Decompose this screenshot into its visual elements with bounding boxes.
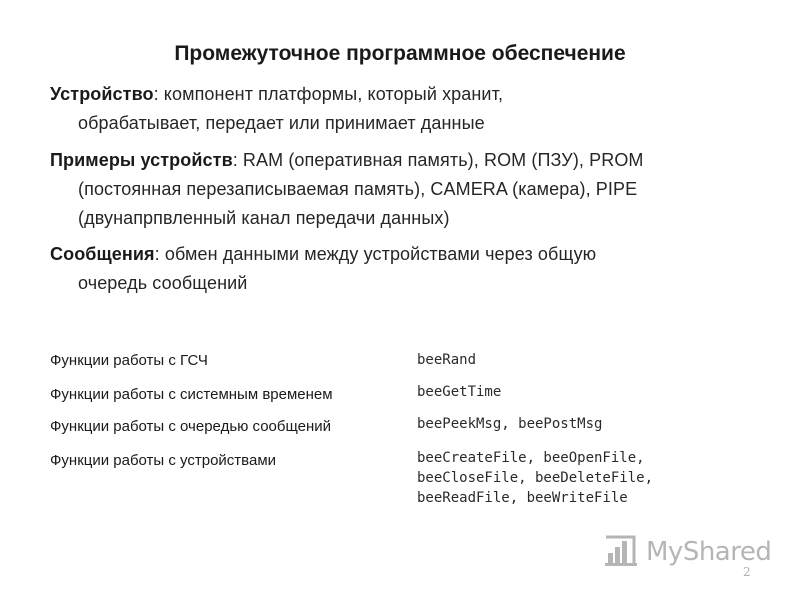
definition-device-line2: обрабатывает, передает или принимает данные [78, 113, 485, 133]
slide-title: Промежуточное программное обеспечение [174, 42, 626, 65]
definition-device [50, 80, 750, 138]
functions-row-label: Функции работы с очередью сообщений [50, 418, 332, 435]
functions-row-value: beePeekMsg, beePostMsg [417, 416, 603, 432]
functions-row-value: beeCreateFile, beeOpenFile, beeCloseFile, beeDeleteFile, beeReadFile, beeWriteFile [417, 450, 654, 506]
functions-row-value: beeGetTime [417, 384, 502, 400]
page-number: 2 [743, 565, 751, 579]
definition-device-examples [50, 146, 750, 233]
term-device: Устройство [50, 84, 154, 104]
definition-examples-line3: (двунапрпвленный канал передачи данных) [78, 208, 450, 228]
functions-row-value: beeRand [417, 352, 477, 368]
watermark-text: MyShared [646, 537, 772, 567]
bar-chart-icon [604, 533, 642, 572]
definition-examples-line1: : RAM (оперативная память), ROM (ПЗУ), PROM [232, 150, 644, 170]
definition-messages-line2: очередь сообщений [78, 273, 248, 293]
definition-device-line1: : компонент платформы, который хранит, [153, 84, 504, 104]
term-messages: Сообщения [50, 244, 155, 264]
definition-messages-line1: : обмен данными между устройствами через общую [154, 244, 597, 264]
functions-row-label: Функции работы с ГСЧ [50, 352, 208, 369]
definition-messages [50, 240, 750, 298]
term-device-examples: Примеры устройств [50, 150, 233, 170]
functions-row-label: Функции работы с устройствами [50, 452, 277, 469]
definition-examples-line2: (постоянная перезаписываемая память), CAMERA (камера), PIPE [78, 179, 638, 199]
functions-row-label: Функции работы с системным временем [50, 386, 333, 403]
